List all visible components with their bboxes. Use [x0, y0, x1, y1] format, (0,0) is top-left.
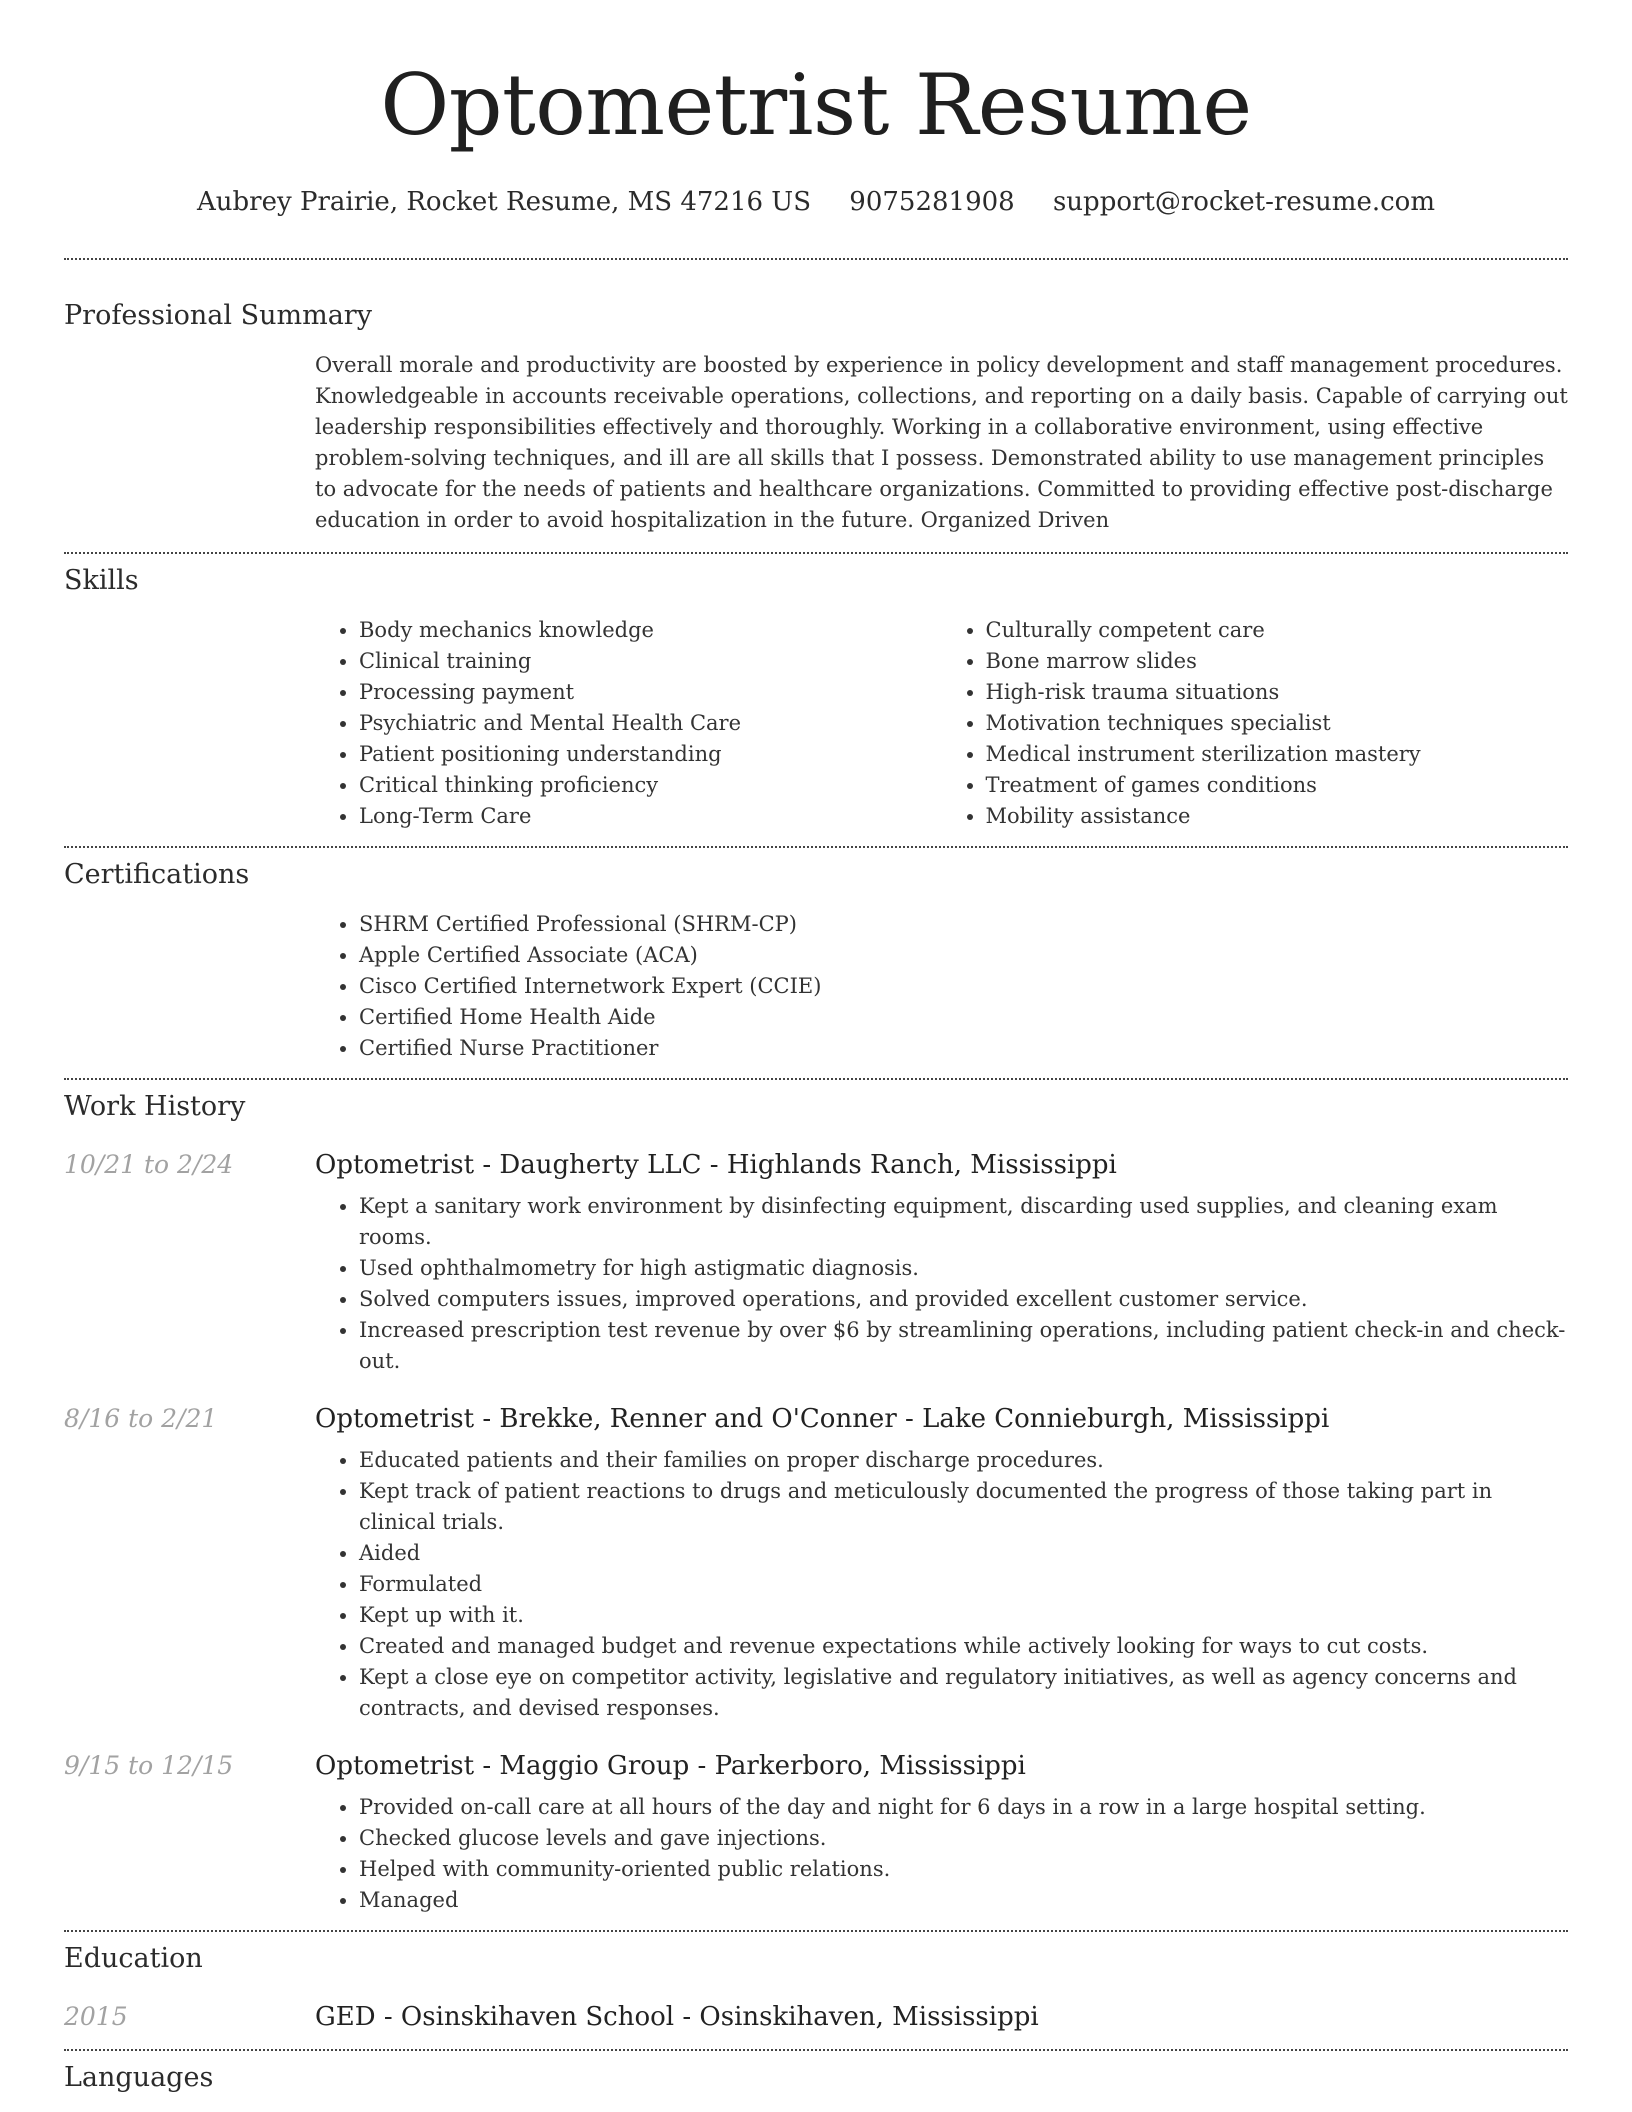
job-header: [64, 1748, 1568, 1784]
job-header: [64, 1147, 1568, 1183]
skill-item: • Body mechanics knowledge: [359, 615, 942, 646]
certification-item: • Apple Certified Associate (ACA): [359, 940, 1568, 971]
skills-list-right: [942, 615, 1569, 832]
job-bullets: [315, 1445, 1568, 1724]
job-date: 10/21 to 2/24: [64, 1150, 234, 1179]
job-entry: [64, 1401, 1568, 1724]
certification-item: • Cisco Certified Internetwork Expert (CCIE): [359, 971, 1568, 1002]
job-bullet: • Created and managed budget and revenue expectations while actively looking for ways to cut costs.: [359, 1631, 1568, 1662]
skill-item: • Bone marrow slides: [986, 646, 1569, 677]
job-bullet-list: [315, 1792, 1568, 1916]
education-date: 2015: [64, 2002, 128, 2031]
skill-item: • Processing payment: [359, 677, 942, 708]
certification-item: • Certified Nurse Practitioner: [359, 1033, 1568, 1064]
languages-section: [64, 2051, 1568, 2096]
job-bullet-list: [315, 1445, 1568, 1724]
contact-email: support@rocket-resume.com: [1052, 187, 1435, 217]
certifications-list: [315, 909, 1568, 1064]
job-entry: [64, 1748, 1568, 1916]
job-bullet: • Provided on-call care at all hours of the day and night for 6 days in a row in a large hospital setting.: [359, 1792, 1568, 1823]
job-bullet: • Kept a close eye on competitor activity, legislative and regulatory initiatives, as well as agency concerns and contracts, and devised responses.: [359, 1662, 1568, 1724]
certifications-heading: Certifications: [64, 859, 250, 890]
languages-heading: Languages: [64, 2062, 214, 2093]
job-bullet: • Kept track of patient reactions to drugs and meticulously documented the progress of those taking part in clinical trials.: [359, 1476, 1568, 1538]
job-title: Optometrist - Brekke, Renner and O'Conner - Lake Connieburgh, Mississippi: [315, 1404, 1330, 1434]
job-bullet: • Educated patients and their families on proper discharge procedures.: [359, 1445, 1568, 1476]
job-bullet: • Solved computers issues, improved operations, and provided excellent customer service.: [359, 1284, 1568, 1315]
job-bullet: • Aided: [359, 1538, 1568, 1569]
job-bullet: • Kept up with it.: [359, 1600, 1568, 1631]
education-section: [64, 1932, 1568, 2035]
job-date: 8/16 to 2/21: [64, 1404, 218, 1433]
resume-title: Optometrist Resume: [380, 56, 1252, 154]
skill-item: • Culturally competent care: [986, 615, 1569, 646]
job-bullet: • Helped with community-oriented public relations.: [359, 1854, 1568, 1885]
job-entry: [64, 1147, 1568, 1377]
contact-line: [64, 184, 1568, 220]
certifications-body: [315, 909, 1568, 1064]
job-title: Optometrist - Daugherty LLC - Highlands Ranch, Mississippi: [315, 1150, 1117, 1180]
job-header: [64, 1401, 1568, 1437]
summary-heading: Professional Summary: [64, 300, 372, 331]
education-heading: Education: [64, 1943, 203, 1974]
job-bullets: [315, 1792, 1568, 1916]
work-history-section: [64, 1080, 1568, 1916]
skill-item: • Critical thinking proficiency: [359, 770, 942, 801]
summary-text: Overall morale and productivity are boosted by experience in policy development and staff management procedures. Knowledgeable in accounts receivable operations, collections, and reporting on a daily basis. Capable of carrying out leadership responsibilities effectively and thoroughly. Working in a collaborative environment, using effective problem-solving techniques, and ill are all skills that I possess. Demonstrated ability to use management principles to advocate for the needs of patients and healthcare organizations. Committed to providing effective post-discharge education in order to avoid hospitalization in the future. Organized Driven: [315, 353, 1568, 532]
job-bullet: • Kept a sanitary work environment by disinfecting equipment, discarding used supplies, and cleaning exam rooms.: [359, 1191, 1568, 1253]
job-bullet: • Managed: [359, 1885, 1568, 1916]
contact-address: Aubrey Prairie, Rocket Resume, MS 47216 US: [197, 187, 812, 217]
summary-section: [64, 260, 1568, 536]
job-bullet: • Used ophthalmometry for high astigmatic diagnosis.: [359, 1253, 1568, 1284]
job-bullet: • Checked glucose levels and gave injections.: [359, 1823, 1568, 1854]
skill-item: • Mobility assistance: [986, 801, 1569, 832]
skill-item: • Treatment of games conditions: [986, 770, 1569, 801]
skill-item: • Psychiatric and Mental Health Care: [359, 708, 942, 739]
job-bullet-list: [315, 1191, 1568, 1377]
certifications-section: [64, 848, 1568, 1064]
skill-item: • Medical instrument sterilization mastery: [986, 739, 1569, 770]
skill-item: • High-risk trauma situations: [986, 677, 1569, 708]
education-entry: [64, 1999, 1568, 2035]
job-bullets: [315, 1191, 1568, 1377]
job-bullet: • Formulated: [359, 1569, 1568, 1600]
certification-item: • SHRM Certified Professional (SHRM-CP): [359, 909, 1568, 940]
education-title: GED - Osinskihaven School - Osinskihaven, Mississippi: [315, 2002, 1039, 2032]
skills-grid: [315, 615, 1568, 832]
certification-item: • Certified Home Health Aide: [359, 1002, 1568, 1033]
skill-item: • Clinical training: [359, 646, 942, 677]
job-title: Optometrist - Maggio Group - Parkerboro, Mississippi: [315, 1751, 1026, 1781]
skills-heading: Skills: [64, 565, 139, 596]
job-bullet: • Increased prescription test revenue by over $6 by streamlining operations, including patient check-in and check-out.: [359, 1315, 1568, 1377]
skills-section: [64, 554, 1568, 832]
skill-item: • Long-Term Care: [359, 801, 942, 832]
contact-phone: 9075281908: [849, 187, 1015, 217]
job-date: 9/15 to 12/15: [64, 1751, 234, 1780]
skill-item: • Patient positioning understanding: [359, 739, 942, 770]
skill-item: • Motivation techniques specialist: [986, 708, 1569, 739]
work-history-heading: Work History: [64, 1091, 246, 1122]
skills-list-left: [315, 615, 942, 832]
